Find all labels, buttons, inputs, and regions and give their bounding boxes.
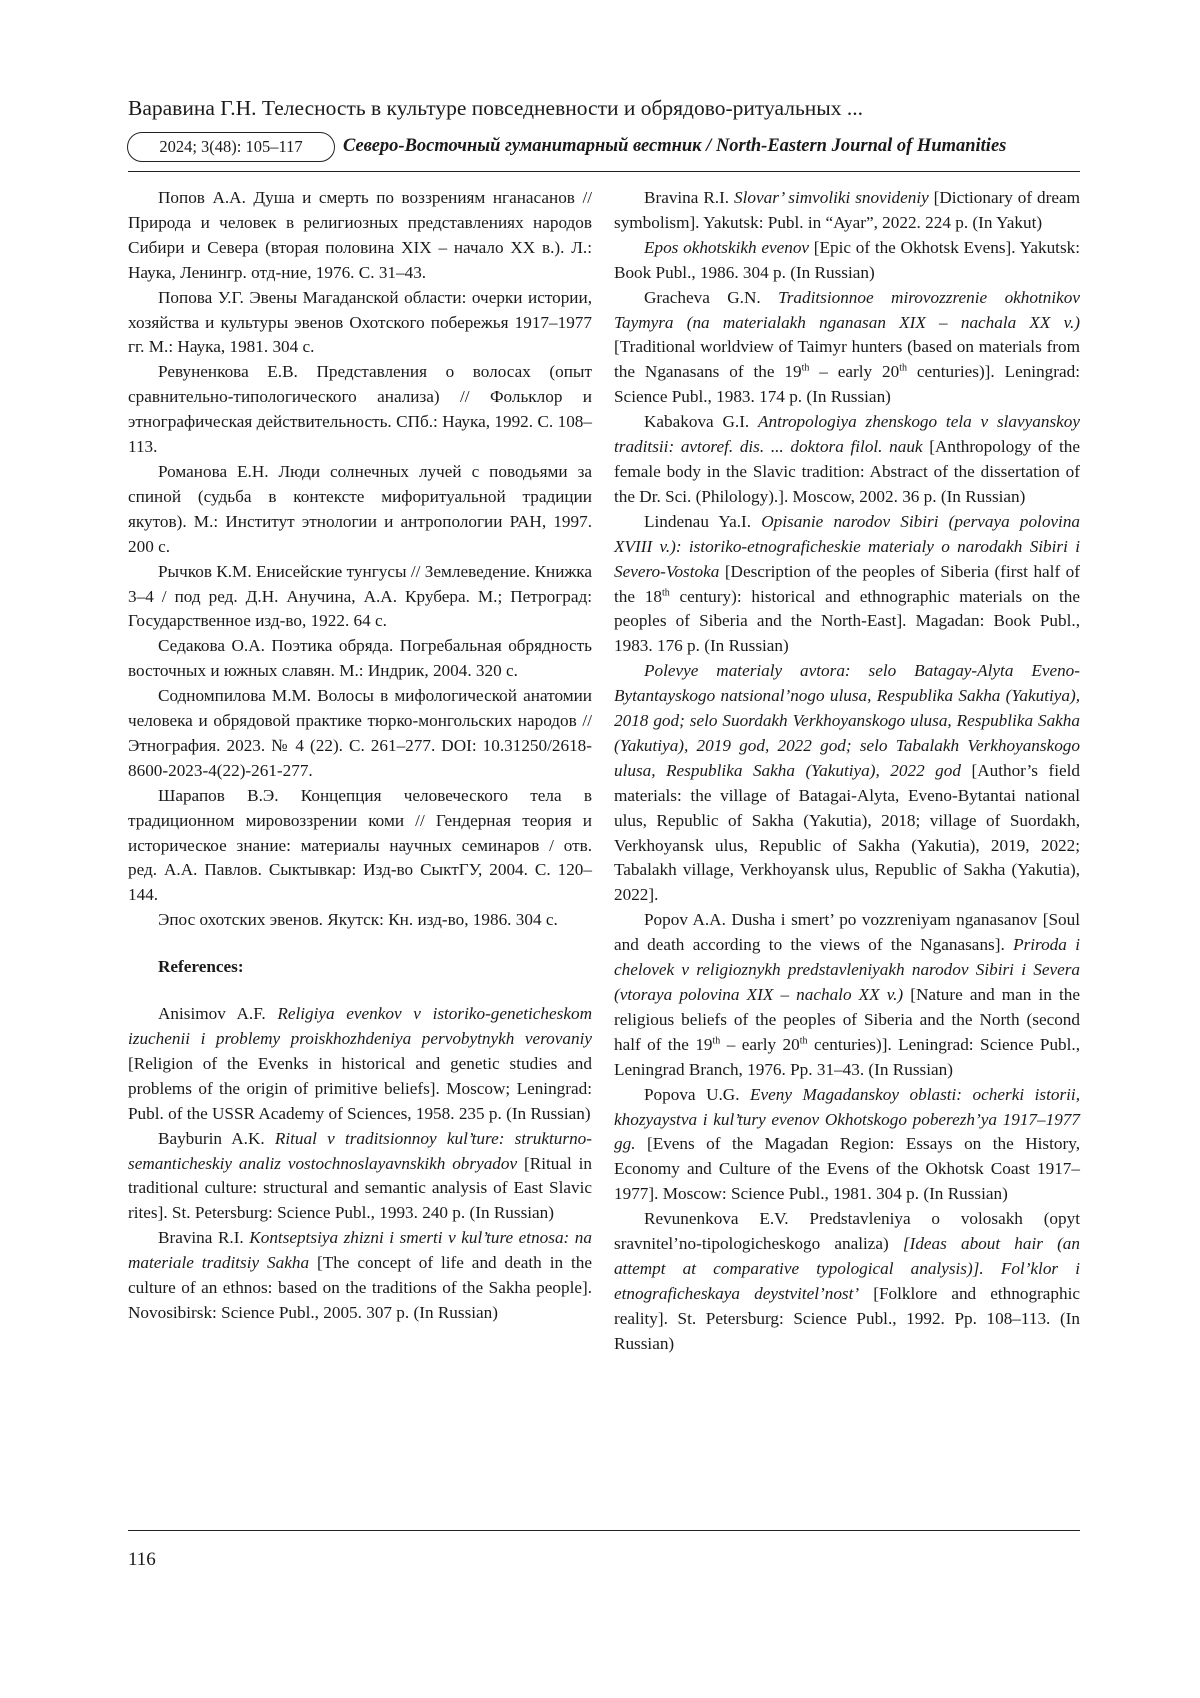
reference-text: Попова У.Г. Эвены Магаданской области: очерки истории, хозяйства и культуры эвенов Охотского побережья 1917–1977 гг. М.: Наука, 1981. 304 с. [128, 287, 592, 357]
reference-entry [128, 360, 592, 460]
reference-entry [614, 236, 1080, 286]
reference-title: Eveny Magadanskoy oblasti: ocherki istorii, khozyaystva i kul’tury evenov Okhotskogo poberezh’ya 1917–1977 gg. [614, 1084, 1080, 1154]
reference-entry [614, 286, 1080, 411]
ordinal-suffix: th [712, 1035, 721, 1047]
reference-text: Bravina R.I. [158, 1228, 250, 1248]
reference-text: Содномпилова М.М. Волосы в мифологической анатомии человека и обрядовой практике тюрко-монгольских народов // Этнография. 2023. № 4 (22). С. 261–277. DOI: 10.31250/2618-8600-2023-4(22)-261-277. [128, 686, 592, 780]
reference-text: Эпос охотских эвенов. Якутск: Кн. изд-во, 1986. 304 с. [158, 910, 558, 930]
page-number: 116 [128, 1549, 156, 1570]
reference-text: [The concept of life and death in the culture of an ethnos: based on the traditions of the Sakha people]. Novosibirsk: Science Publ., 2005. 307 p. (In Russian) [128, 1253, 593, 1322]
reference-text: centuries)]. Leningrad: Science Publ., Leningrad Branch, 1976. Pp. 31–43. (In Russian) [614, 1034, 1080, 1079]
references-heading: References: [158, 957, 244, 977]
references-list [128, 1002, 592, 1326]
reference-text: [Evens of the Magadan Region: Essays on the History, Economy and Culture of the Evens of the Okhotsk Coast 1917–1977]. Moscow: Science Publ., 1981. 304 p. (In Russian) [614, 1134, 1080, 1204]
reference-entry [614, 510, 1080, 659]
reference-text: [Description of the peoples of Siberia (first half of the 18 [614, 561, 1080, 606]
reference-text: Bravina R.I. [644, 188, 735, 207]
reference-text: [Ritual in traditional culture: structural and semantic analysis of East Slavic rites]. St. Petersburg: Science Publ., 1993. 240 p. (In Russian) [128, 1153, 593, 1223]
left-column [128, 186, 592, 1326]
reference-text: Попов А.А. Душа и смерть по воззрениям нганасанов // Природа и человек в религиозных представлениях народов Сибири и Севера (вторая половина XIX – начало XX в.). Л.: Наука, Ленингр. отд-ние, 1976. С. 31–43. [128, 188, 592, 282]
reference-text: Седакова О.А. Поэтика обряда. Погребальная обрядность восточных и южных славян. М.: Индрик, 2004. 320 с. [128, 636, 592, 681]
reference-text: Рычков К.М. Енисейские тунгусы // Землеведение. Книжка 3–4 / под ред. Д.Н. Анучина, А.А. Крубера. М.; Петроград: Государственное изд-во, 1922. 64 с. [128, 561, 592, 631]
reference-text: Popov A.A. Dusha i smert’ po vozzreniyam nganasanov [Soul and death according to the views of the Nganasans]. [614, 910, 1080, 955]
reference-text: century): historical and ethnographic materials on the peoples of Siberia and the North-East]. Magadan: Book Publ., 1983. 176 p. (In Russian) [614, 586, 1080, 656]
reference-text: [Traditional worldview of Taimyr hunters (based on materials from the Nganasans of the 19 [614, 337, 1080, 382]
reference-text: Ревуненкова Е.В. Представления о волосах (опыт сравнительно-типологического анализа) // Фольклор и этнографическая действительность. СПб.: Наука, 1992. С. 108–113. [128, 362, 592, 457]
reference-entry [128, 560, 592, 635]
reference-text: [Religion of the Evenks in historical and genetic studies and problems of the origin of primitive beliefs]. Moscow; Leningrad: Publ. of the USSR Academy of Sciences, 1958. 235 p. (In Russian) [128, 1053, 592, 1123]
reference-text: – early 20 [720, 1034, 800, 1054]
reference-title: [Ideas about hair (an attempt at comparative typological analysis)]. Fol’klor i etnograficheskaya deystvitel’nost’ [614, 1234, 1080, 1303]
reference-entry [128, 286, 592, 361]
reference-title: Religiya evenkov v istoriko-geneticheskom izuchenii i problemy proiskhozhdeniya pervobytnykh verovaniy [128, 1004, 592, 1048]
reference-entry [614, 1083, 1080, 1208]
reference-entry [614, 908, 1080, 1082]
journal-title: Северо-Восточный гуманитарный вестник / North-Eastern Journal of Humanities [343, 136, 1007, 156]
ordinal-suffix: th [801, 362, 810, 374]
ordinal-suffix: th [899, 362, 907, 374]
header-divider [128, 171, 1080, 172]
reference-title: Antropologiya zhenskogo tela v slavyanskoy traditsii: avtoref. dis. ... doktora filol. nauk [614, 412, 1080, 457]
reference-title: Opisanie narodov Sibiri (pervaya polovina XVIII v.): istoriko-etnograficheskie materialy o narodakh Sibiri i Severo-Vostoka [614, 511, 1081, 581]
reference-entry [614, 186, 1080, 236]
reference-text: [Anthropology of the female body in the Slavic tradition: Abstract of the dissertation of the Dr. Sci. (Philology).]. Moscow, 2002. 36 p. (In Russian) [614, 437, 1081, 506]
reference-text: [Author’s field materials: the village of Batagai-Alyta, Eveno-Bytantai national ulus, Republic of Sakha (Yakutia), 2018; village of Suordakh, Verkhoyansk ulus, Republic of Sakha (Yakutia), 2019, 2022; Tabalakh village, Verkhoyansk ulus, Republic of Sakha (Yakutia), 2022]. [614, 760, 1080, 905]
reference-text: Шарапов В.Э. Концепция человеческого тела в традиционном мировоззрении коми // Гендерная теория и историческое знание: материалы научных семинаров / отв. ред. А.А. Павлов. Сыктывкар: Изд-во СыктГУ, 2004. С. 120–144. [128, 785, 592, 905]
reference-text: Lindenau Ya.I. [644, 511, 762, 531]
reference-title: Epos okhotskikh evenov [644, 237, 810, 257]
reference-title: Priroda i chelovek v religioznykh predstavleniyakh narodov Sibiri i Severa (vtoraya polovina XIX – nachalo XX v.) [614, 935, 1080, 1004]
reference-entry [128, 1226, 592, 1326]
footer-divider [128, 1530, 1080, 1531]
reference-entry [128, 784, 592, 909]
reference-entry [128, 634, 592, 684]
reference-entry [128, 1002, 592, 1127]
reference-text: centuries)]. Leningrad: Science Publ., 1983. 174 p. (In Russian) [614, 362, 1080, 407]
running-title: Варавина Г.Н. Телесность в культуре повседневности и обрядово-ритуальных ... [128, 96, 863, 120]
reference-text: Revunenkova E.V. Predstavleniya o volosakh (opyt sravnitel’no-tipologicheskogo analiza) [614, 1209, 1080, 1254]
reference-text: [Epic of the Okhotsk Evens]. Yakutsk: Book Publ., 1986. 304 p. (In Russian) [614, 237, 1081, 282]
reference-text: [Dictionary of dream symbolism]. Yakutsk: Publ. in “Ayar”, 2022. 224 p. (In Yakut) [614, 188, 1080, 232]
reference-entry [128, 684, 592, 784]
reference-entry [128, 460, 592, 560]
reference-entry [614, 410, 1080, 510]
reference-title: Kontseptsiya zhizni i smerti v kul’ture etnosa: na materiale traditsiy Sakha [128, 1228, 592, 1273]
right-column [614, 186, 1080, 1357]
reference-title: Ritual v traditsionnoy kul’ture: strukturno-semanticheskiy analiz vostochnoslayavnskikh obryadov [128, 1128, 592, 1173]
reference-text: Романова Е.Н. Люди солнечных лучей с поводьями за спиной (судьба в контексте мифоритуальной традиции якутов). М.: Институт этнологии и антропологии РАН, 1997. 200 с. [128, 461, 592, 556]
reference-text: [Nature and man in the religious beliefs of the peoples of Siberia and the North (second half of the 19 [614, 985, 1080, 1054]
reference-title: Polevye materialy avtora: selo Batagay-Alyta Eveno-Bytantayskogo natsional’nogo ulusa, Respublika Sakha (Yakutiya), 2018 god; selo Suordakh Verkhoyanskogo ulusa, Respublika Sakha (Yakutiya), 2019 god, 2022 god; selo Tabalakh Verkhoyanskogo ulusa, Respublika Sakha (Yakutiya), 2022 god [614, 661, 1080, 780]
ordinal-suffix: th [799, 1035, 808, 1047]
reference-text: [Folklore and ethnographic reality]. St. Petersburg: Science Publ., 1992. Pp. 108–113. (In Russian) [614, 1283, 1080, 1353]
reference-text: – early 20 [809, 362, 900, 382]
reference-entry [614, 659, 1080, 908]
reference-title: Slovar’ simvoliki snovideniy [734, 188, 929, 207]
references-list-continued [614, 186, 1080, 1357]
reference-entry [128, 908, 592, 933]
reference-text: Gracheva G.N. [644, 287, 779, 307]
reference-text: Bayburin A.K. [158, 1128, 275, 1148]
ordinal-suffix: th [661, 586, 670, 598]
reference-text: Anisimov A.F. [158, 1004, 278, 1024]
reference-text: Popova U.G. [644, 1084, 751, 1104]
reference-entry [614, 1207, 1080, 1356]
reference-text: Kabakova G.I. [644, 412, 759, 432]
reference-entry [128, 1127, 592, 1227]
russian-bibliography [128, 186, 592, 933]
reference-entry [128, 186, 592, 286]
issue-badge: 2024; 3(48): 105–117 [127, 132, 335, 162]
reference-title: Traditsionnoe mirovozzrenie okhotnikov Taymyra (na materialakh nganasan XIX – nachala XX v.) [614, 287, 1080, 332]
